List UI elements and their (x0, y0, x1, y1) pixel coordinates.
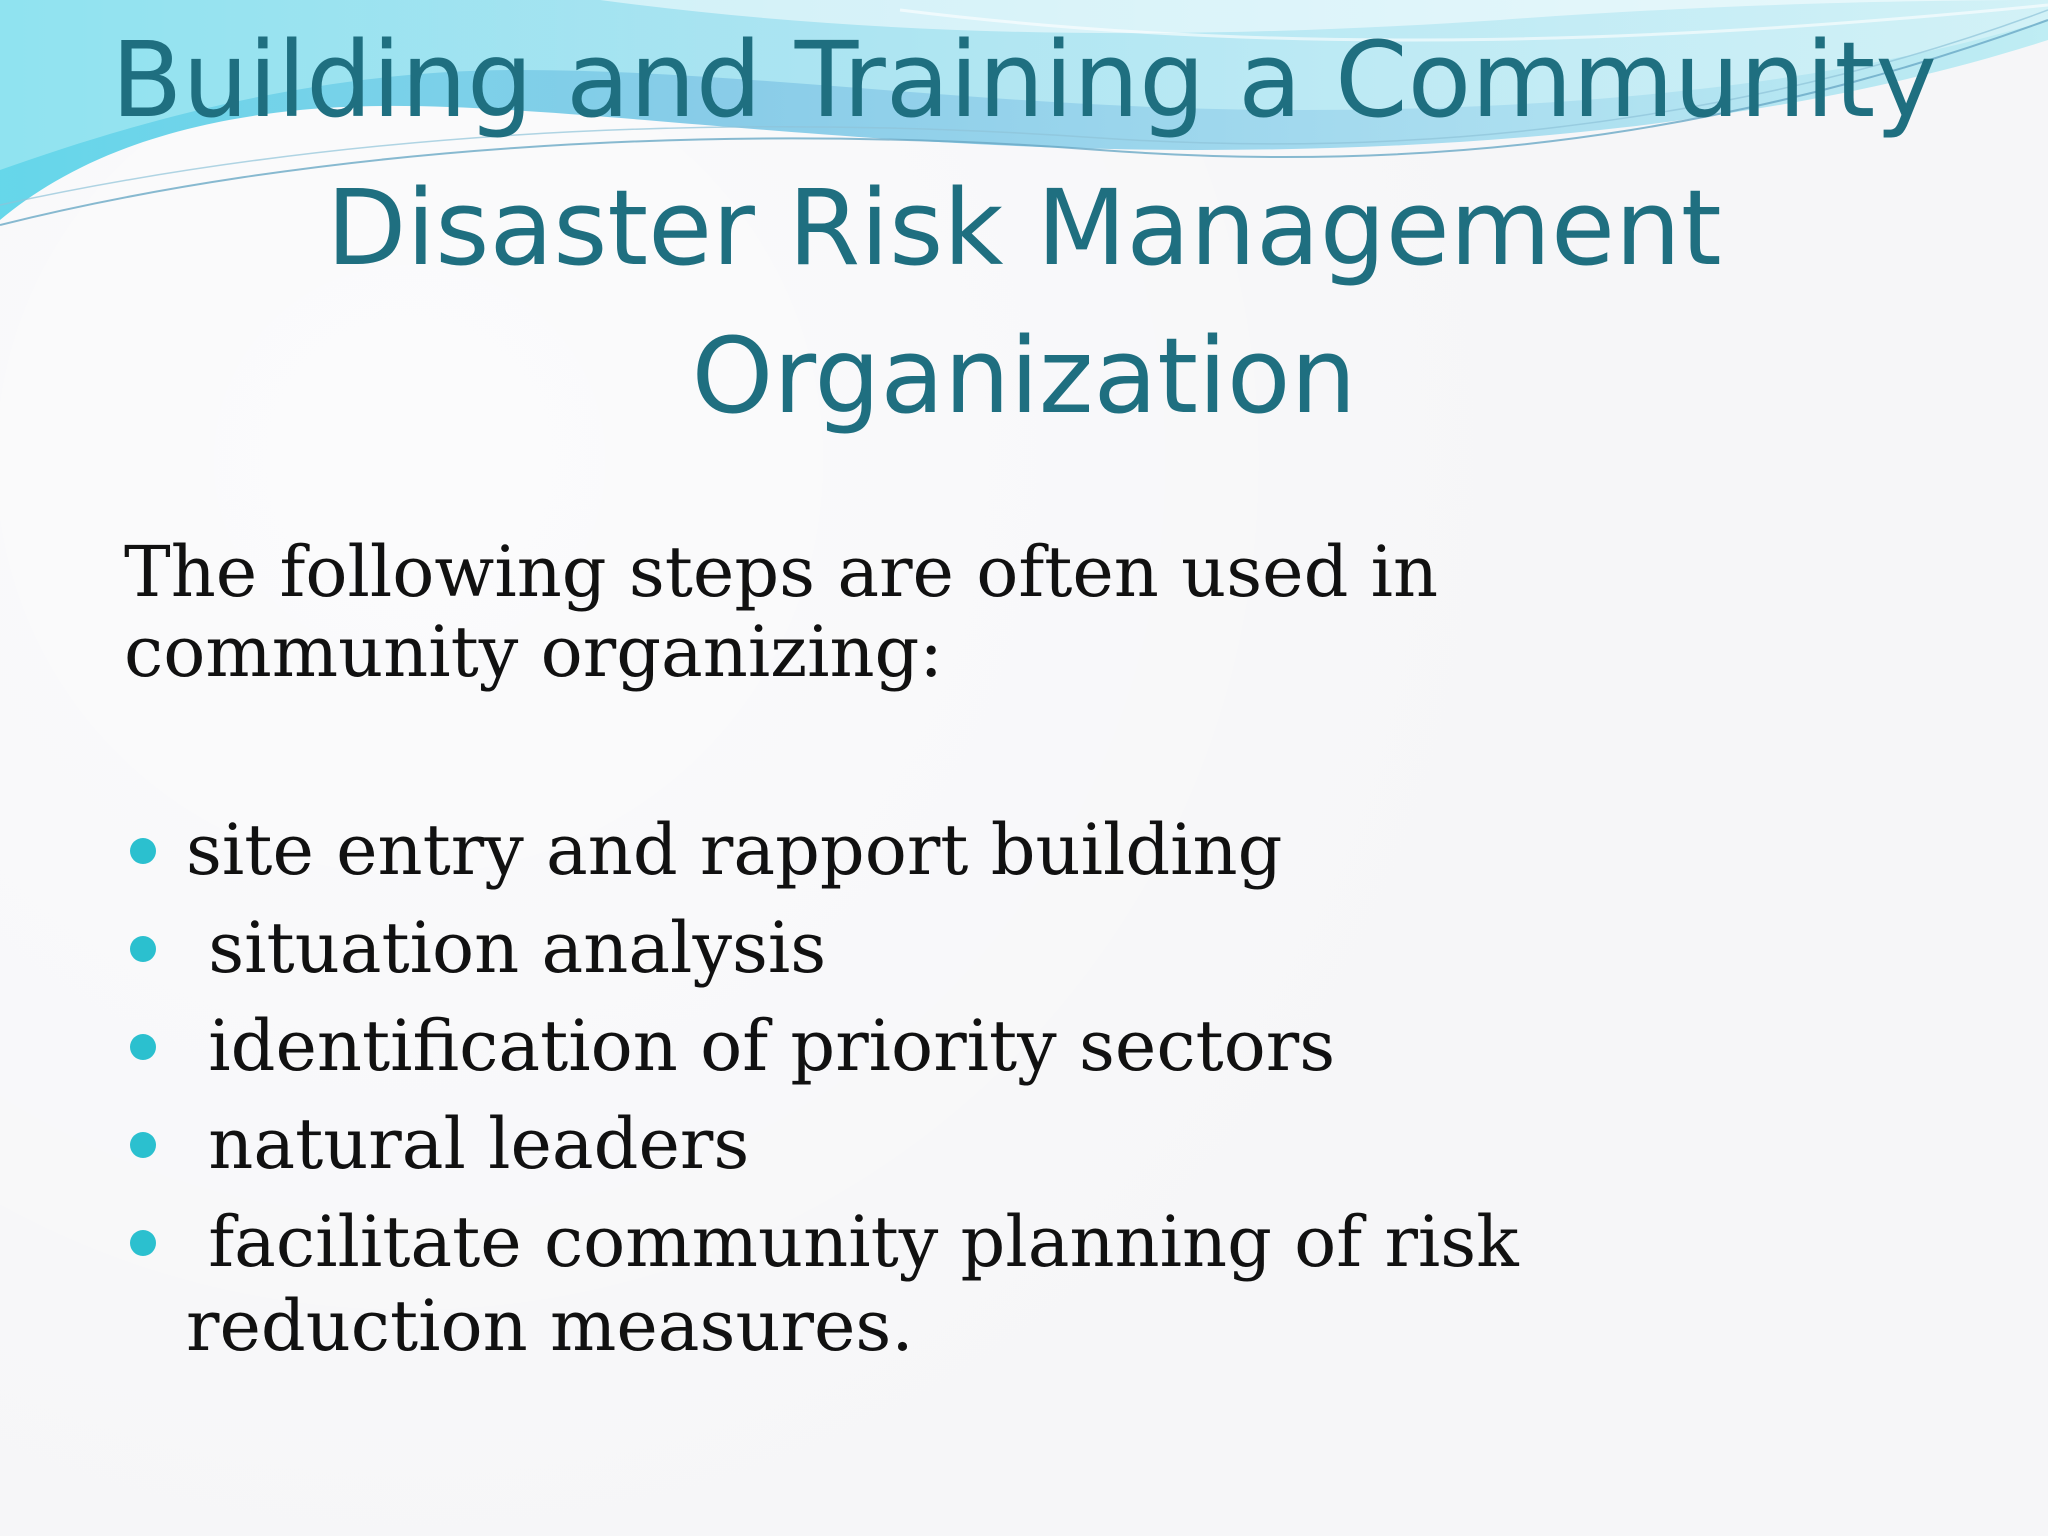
list-item (124, 906, 1924, 990)
list-item-text: facilitate community planning of risk reduction measures. (186, 1201, 1541, 1367)
bullet-icon (130, 1034, 156, 1060)
bullet-icon (130, 838, 156, 864)
steps-list (124, 808, 1924, 1382)
list-item (124, 1004, 1924, 1088)
bullet-icon (130, 936, 156, 962)
bullet-icon (130, 1230, 156, 1256)
slide-title-line-2: Disaster Risk Management (326, 167, 1722, 289)
list-item (124, 808, 1924, 892)
list-item (124, 1102, 1924, 1186)
slide-title-line-1: Building and Training a Community (111, 19, 1937, 141)
slide-title (0, 6, 2048, 450)
list-item-text: situation analysis (186, 907, 827, 989)
list-item-text: identification of priority sectors (186, 1005, 1336, 1087)
list-item (124, 1200, 1866, 1368)
list-item-text: natural leaders (186, 1103, 750, 1185)
list-item-text: site entry and rapport building (186, 809, 1283, 891)
bullet-icon (130, 1132, 156, 1158)
intro-paragraph: The following steps are often used in community organizing: (124, 531, 1439, 693)
slide-title-line-3: Organization (691, 315, 1357, 437)
